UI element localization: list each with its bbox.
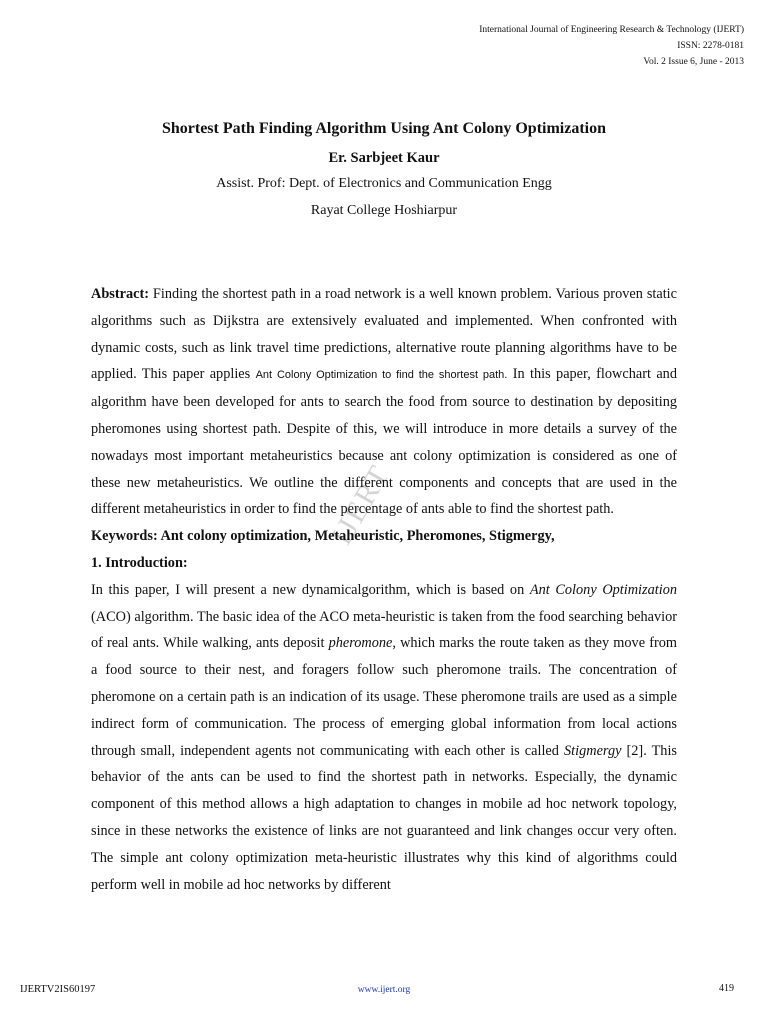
abstract-sans-phrase: Ant Colony Optimization to find the shortest path. xyxy=(255,369,508,382)
section-heading-introduction: 1. Introduction: xyxy=(91,554,188,571)
abstract-text-2: In this paper, flowchart and algorithm have been developed for ants to search the food from source to destination by depositing pheromones using shortest path. Despite of this, we will introduce in more details a survey of the nowadays most important metaheuristics because ant colony optimization is considered as one of these new metaheuristics. We outline the different components and concepts that are used in the different metaheuristics in order to find the percentage of ants able to find the shortest path. xyxy=(91,366,677,518)
journal-url-link[interactable]: www.ijert.org xyxy=(357,985,411,995)
abstract-paragraph xyxy=(91,281,677,523)
journal-name: International Journal of Engineering Research & Technology (IJERT) xyxy=(479,25,744,35)
paper-body xyxy=(91,281,677,898)
intro-italic-stigmergy: Stigmergy xyxy=(564,742,622,759)
affiliation-department: Assist. Prof: Dept. of Electronics and Communication Engg xyxy=(216,176,552,191)
volume-issue: Vol. 2 Issue 6, June - 2013 xyxy=(643,57,744,67)
paper-id: IJERTV2IS60197 xyxy=(20,984,96,995)
intro-text-2: (ACO) algorithm. The basic idea of the ACO meta-heuristic is taken from the food searching behavior of real ants. While walking, ants deposit xyxy=(91,608,677,652)
keywords: Keywords: Ant colony optimization, Metaheuristic, Pheromones, Stigmergy, xyxy=(91,528,555,545)
watermark: IJERT xyxy=(324,459,397,551)
running-header xyxy=(479,22,744,70)
abstract-text-1: Finding the shortest path in a road network is a well known problem. Various proven static algorithms such as Dijkstra are extensively evaluated and implemented. When confronted with dynamic costs, such as link travel time predictions, alternative route planning algorithms have to be applied. This paper applies xyxy=(91,286,677,383)
intro-italic-pheromone: pheromone xyxy=(328,635,393,652)
abstract-label: Abstract: xyxy=(91,286,149,302)
intro-text-1: In this paper, I will present a new dynamicalgorithm, which is based on xyxy=(91,581,530,598)
introduction-paragraph xyxy=(91,577,677,899)
page-number: 419 xyxy=(719,983,734,994)
intro-italic-aco: Ant Colony Optimization xyxy=(529,581,677,598)
intro-text-3: , which marks the route taken as they move from a food source to their nest, and foragers follow such pheromone trails. The concentration of pheromone on a certain path is an indication of its usage. These pheromone trails are used as a simple indirect form of communication. The process of emerging global information from local actions through small, independent agents not communicating with each other is called xyxy=(91,635,677,759)
author-name: Er. Sarbjeet Kaur xyxy=(328,150,440,166)
paper-title: Shortest Path Finding Algorithm Using Ant Colony Optimization xyxy=(161,120,607,137)
intro-text-4: [2]. This behavior of the ants can be used to find the shortest path in networks. Especially, the dynamic component of this method allows a high adaptation to changes in mobile ad hoc network topology, since in these networks the existence of links are not guaranteed and link changes occur very often. The simple ant colony optimization meta-heuristic illustrates why this kind of algorithms could perform well in mobile ad hoc networks by different xyxy=(91,742,677,893)
affiliation-college: Rayat College Hoshiarpur xyxy=(310,203,458,218)
issn: ISSN: 2278-0181 xyxy=(677,41,744,51)
